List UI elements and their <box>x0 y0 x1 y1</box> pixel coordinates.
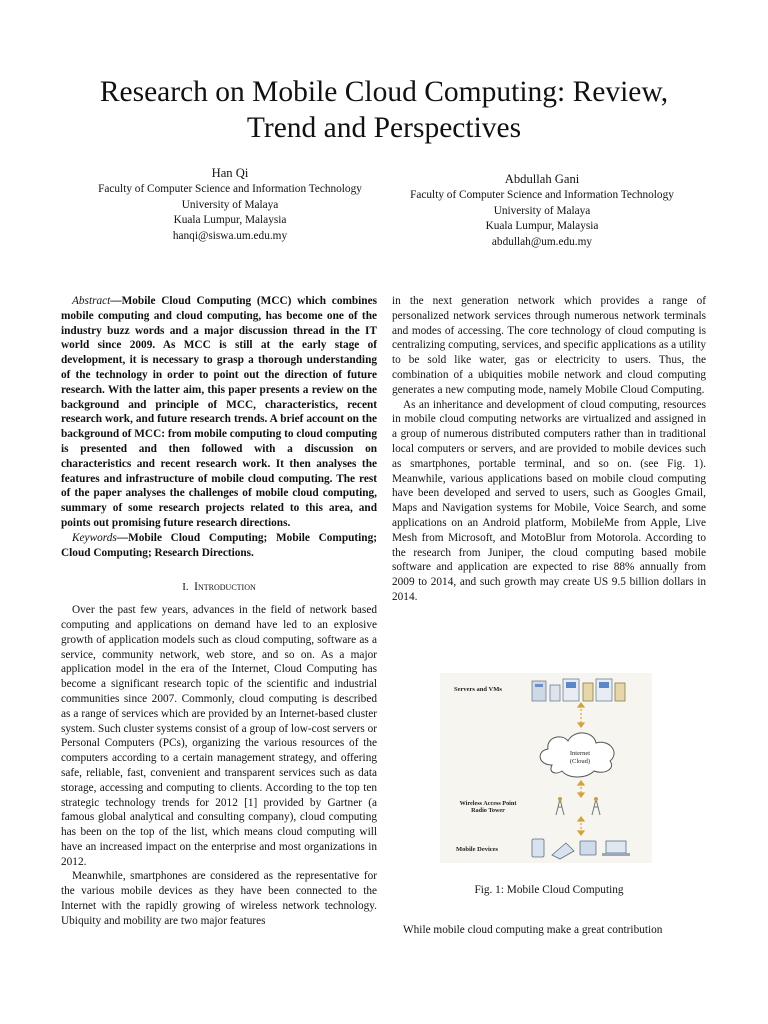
keywords <box>61 531 377 561</box>
author-university: University of Malaya <box>181 198 279 211</box>
section-number: I. <box>182 581 189 594</box>
arrow-cloud-towers <box>578 781 584 797</box>
section-heading <box>61 580 377 595</box>
author-affiliation: Faculty of Computer Science and Information Technology <box>98 183 362 195</box>
paper-title <box>40 74 728 146</box>
author-email: hanqi@siswa.um.edu.my <box>172 229 288 242</box>
author-affiliation: Faculty of Computer Science and Information Technology <box>410 189 674 201</box>
paragraph: Over the past few years, advances in the field of network based computing and applications on demand have led to an explosive growth of application models such as cloud computing, software as a service, community network, web store, and so on. As a major application model in the era of the Internet, Cloud Computing has become a significant research topic of the scientific and industrial communities since 2007. Commonly, cloud computing is described as a range of services which are provided by an Internet-based cluster system. Such cluster systems consist of a group of low-cost servers or Personal Computers (PCs), organizing the various resources of the computers according to a certain management strategy, and offering safe, reliable, fast, convenient and transparent services such as data storage, accessing and computing to clients. According to the top ten strategic technology trends for 2012 [1] provided by Gartner (a famous global analytical and consulting company), cloud computing has been on the top of the list, which means cloud computing will have an increased impact on the enterprise and most organizations in 2012. <box>61 604 377 868</box>
label-internet: Internet <box>569 750 591 757</box>
paragraph: While mobile cloud computing make a great contribution <box>403 924 663 936</box>
arrow-towers-devices <box>578 817 584 835</box>
server-icons <box>532 679 625 701</box>
title-line-2: Trend and Perspectives <box>246 112 522 144</box>
tower-icons <box>556 797 600 815</box>
author-block-1 <box>60 164 400 244</box>
label-wireless: Wireless Access Point <box>459 800 517 807</box>
arrow-servers-cloud <box>578 703 584 727</box>
paragraph: Meanwhile, smartphones are considered as the representative for the various mobile devices as they have been connected to the Internet with the rapidly growing of wireless network technology. Ubiquity and mobility are two major features <box>61 870 377 927</box>
paragraph: As an inheritance and development of cloud computing, resources in mobile cloud computing networks are virtualized and assigned in a group of numerous distributed computers rather than in traditional local computers or servers, and are provided to mobile devices such as smartphones, portable terminal, and so on. (see Fig. 1). Meanwhile, various applications based on mobile cloud computing have been developed and served to users, such as Googles Gmail, Maps and Navigation systems for Mobile, Voice Search, and some applications on an Android platform, MobileMe from Apple, Live Mesh from Microsoft, and MotoBlur from Motorola. According to the research from Juniper, the cloud computing based mobile software and application are expected to rise 88% annually from 2009 to 2014, and such growth may create US 9.5 billion dollars in 2014. <box>392 398 706 603</box>
author-block-2 <box>372 170 712 250</box>
author-email: abdullah@um.edu.my <box>491 235 593 248</box>
keywords-text: —Mobile Cloud Computing; Mobile Computing; Cloud Computing; Research Directions. <box>61 531 377 559</box>
right-column <box>392 294 706 605</box>
title-line-1: Research on Mobile Cloud Computing: Review, <box>99 76 669 108</box>
device-icons <box>532 839 630 859</box>
author-location: Kuala Lumpur, Malaysia <box>485 220 599 233</box>
figure-caption: Fig. 1: Mobile Cloud Computing <box>474 884 624 896</box>
author-name: Han Qi <box>211 166 249 180</box>
label-radio: Radio Tower <box>471 807 505 814</box>
author-location: Kuala Lumpur, Malaysia <box>173 214 287 227</box>
label-mobile: Mobile Devices <box>456 846 499 853</box>
label-cloud: (Cloud) <box>569 758 591 765</box>
figure-mobile-cloud-computing <box>440 673 652 863</box>
abstract-text: —Mobile Cloud Computing (MCC) which combines mobile computing and cloud computing, has become one of the industry buzz words and a major discussion thread in the IT world since 2009. As MCC is still at the early stage of development, it is necessary to grasp a thorough understanding of the technology in order to point out the direction of future research. With the latter aim, this paper presents a review on the background and principle of MCC, characteristics, recent research work, and future research trends. A brief account on the background of MCC: from mobile computing to cloud computing is presented and then followed with a discussion on characteristics and recent research work. It then analyses the features and infrastructure of mobile cloud computing. The rest of the paper analyses the challenges of mobile cloud computing, summary of some research projects related to this area, and points out promising future research directions. <box>61 295 377 529</box>
paragraph: in the next generation network which provides a range of personalized network services through numerous network terminals and modes of accessing. The core technology of cloud computing is centralizing computing, services, and specific applications as a utility to be sold like water, gas or electricity to users. Thus, the combination of a ubiquities mobile network and cloud computing generates a new computing mode, namely Mobile Cloud Computing. <box>392 295 706 396</box>
keywords-label: Keywords <box>72 531 117 544</box>
abstract-label: Abstract <box>72 295 111 307</box>
author-name: Abdullah Gani <box>504 172 580 186</box>
author-university: University of Malaya <box>493 204 591 217</box>
label-servers: Servers and VMs <box>454 686 502 693</box>
section-title: Introduction <box>194 580 256 594</box>
left-column <box>61 294 377 929</box>
abstract <box>61 294 377 531</box>
